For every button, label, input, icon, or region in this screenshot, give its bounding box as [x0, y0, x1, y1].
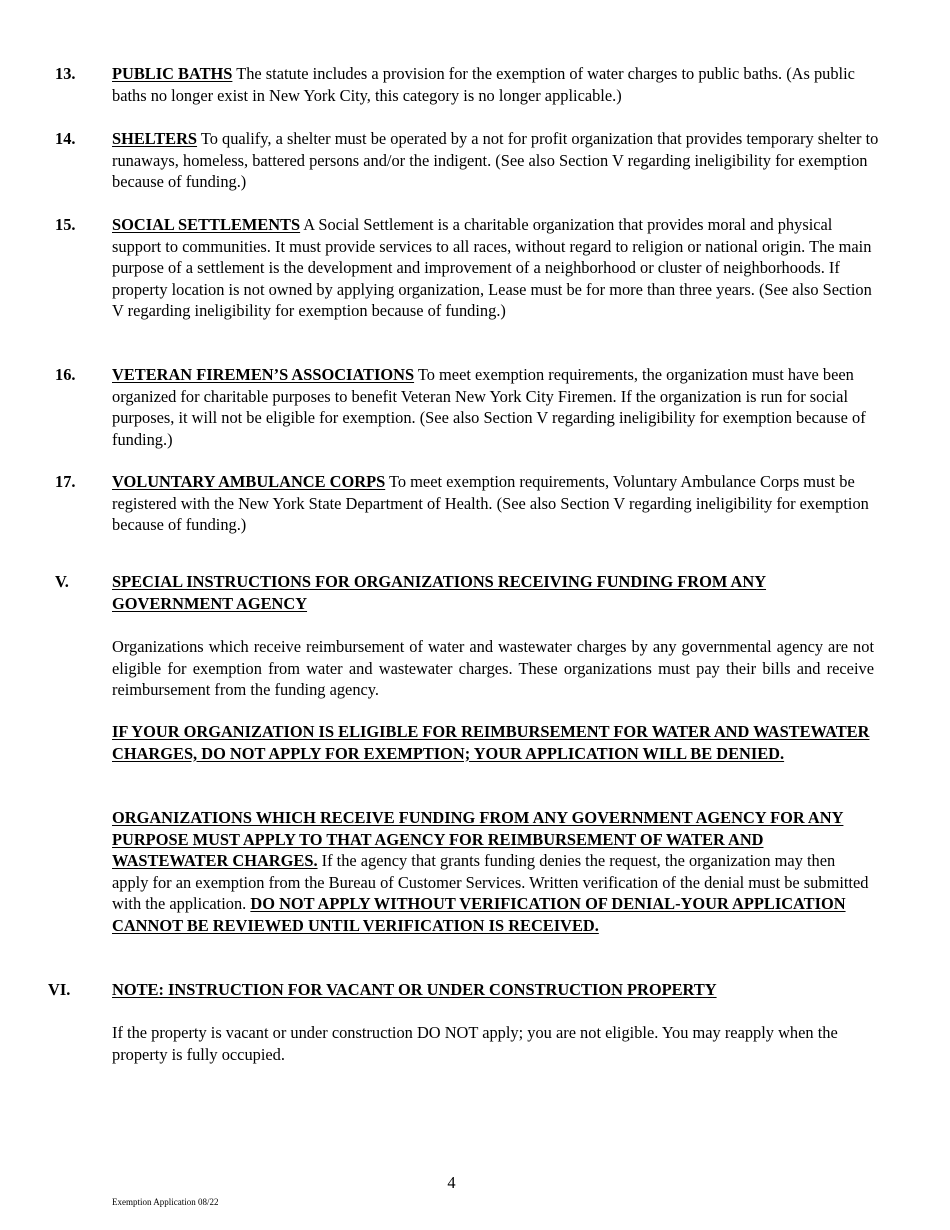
item-text: A Social Settlement is a charitable organization that provides moral and physical support to communities. It must provide services to all races, without regard to religion or national origin. The main purpose of a settlement is the development and improvement of a neighborhood or cluster of neighborhoods. If property location is not owned by applying organization, Lease must be for more than three years. (See also Section V regarding ineligibility for exemption because of funding.) [112, 215, 872, 320]
item-title: SOCIAL SETTLEMENTS [112, 215, 301, 234]
item-number: 13. [55, 64, 76, 83]
item-title: VETERAN FIREMEN’S ASSOCIATIONS [112, 365, 415, 384]
item-title: VOLUNTARY AMBULANCE CORPS [112, 472, 386, 491]
item-text: To qualify, a shelter must be operated by a not for profit organization that provides temporary shelter to runaways, homeless, battered persons and/or the indigent. (See also Section V regarding ineligibility for exemption because of funding.) [112, 129, 879, 191]
warning-bold-end: DO NOT APPLY WITHOUT VERIFICATION OF DENIAL-YOUR APPLICATION CANNOT BE REVIEWED UNTIL VERIFICATION IS RECEIVED. [112, 894, 846, 935]
section-number: V. [55, 572, 69, 591]
item-title: PUBLIC BATHS [112, 64, 233, 83]
section-paragraph: Organizations which receive reimbursement of water and wastewater charges by any governmental agency are not eligible for exemption from water and wastewater charges. These organizations must pay their bills and receive reimbursement from the funding agency. [112, 637, 874, 699]
warning-text: If the agency that grants funding denies the request, the organization may then apply for an exemption from the Bureau of Customer Services. Written verification of the denial must be submitted with the application. [112, 851, 869, 913]
section-heading: SPECIAL INSTRUCTIONS FOR ORGANIZATIONS RECEIVING FUNDING FROM ANY GOVERNMENT AGENCY [112, 572, 767, 613]
item-number: 16. [55, 365, 76, 384]
section-number: VI. [48, 980, 71, 999]
page-number: 4 [447, 1173, 456, 1192]
item-number: 14. [55, 129, 76, 148]
item-text: To meet exemption requirements, Voluntary Ambulance Corps must be registered with the New York State Department of Health. (See also Section V regarding ineligibility for exemption because of funding.) [112, 472, 869, 534]
item-title: SHELTERS [112, 129, 198, 148]
item-number: 15. [55, 215, 76, 234]
item-body [112, 364, 880, 450]
item-body [112, 63, 880, 106]
footer-form-id: Exemption Application 08/22 [112, 1197, 219, 1207]
item-body [112, 471, 880, 536]
warning-eligible-reimbursement: IF YOUR ORGANIZATION IS ELIGIBLE FOR REIMBURSEMENT FOR WATER AND WASTEWATER CHARGES, DO NOT APPLY FOR EXEMPTION; YOUR APPLICATION WILL BE DENIED. [112, 722, 870, 763]
item-text: To meet exemption requirements, the organization must have been organized for charitable purposes to benefit Veteran New York City Firemen. If the organization is run for social purposes, it will not be eligible for exemption. (See also Section V regarding ineligibility for exemption because of funding.) [112, 365, 866, 449]
item-body [112, 128, 880, 193]
warning-government-funding [112, 807, 872, 936]
warning-bold-text: ORGANIZATIONS WHICH RECEIVE FUNDING FROM ANY GOVERNMENT AGENCY FOR ANY PURPOSE MUST APPLY TO THAT AGENCY FOR REIMBURSEMENT OF WATER AND WASTEWATER CHARGES. [112, 808, 844, 870]
section-heading: NOTE: INSTRUCTION FOR VACANT OR UNDER CONSTRUCTION PROPERTY [112, 980, 717, 999]
section-paragraph: If the property is vacant or under construction DO NOT apply; you are not eligible. You may reapply when the property is fully occupied. [112, 1023, 838, 1064]
item-number: 17. [55, 472, 76, 491]
item-body [112, 214, 880, 322]
item-text: The statute includes a provision for the exemption of water charges to public baths. (As public baths no longer exist in New York City, this category is no longer applicable.) [112, 64, 855, 105]
